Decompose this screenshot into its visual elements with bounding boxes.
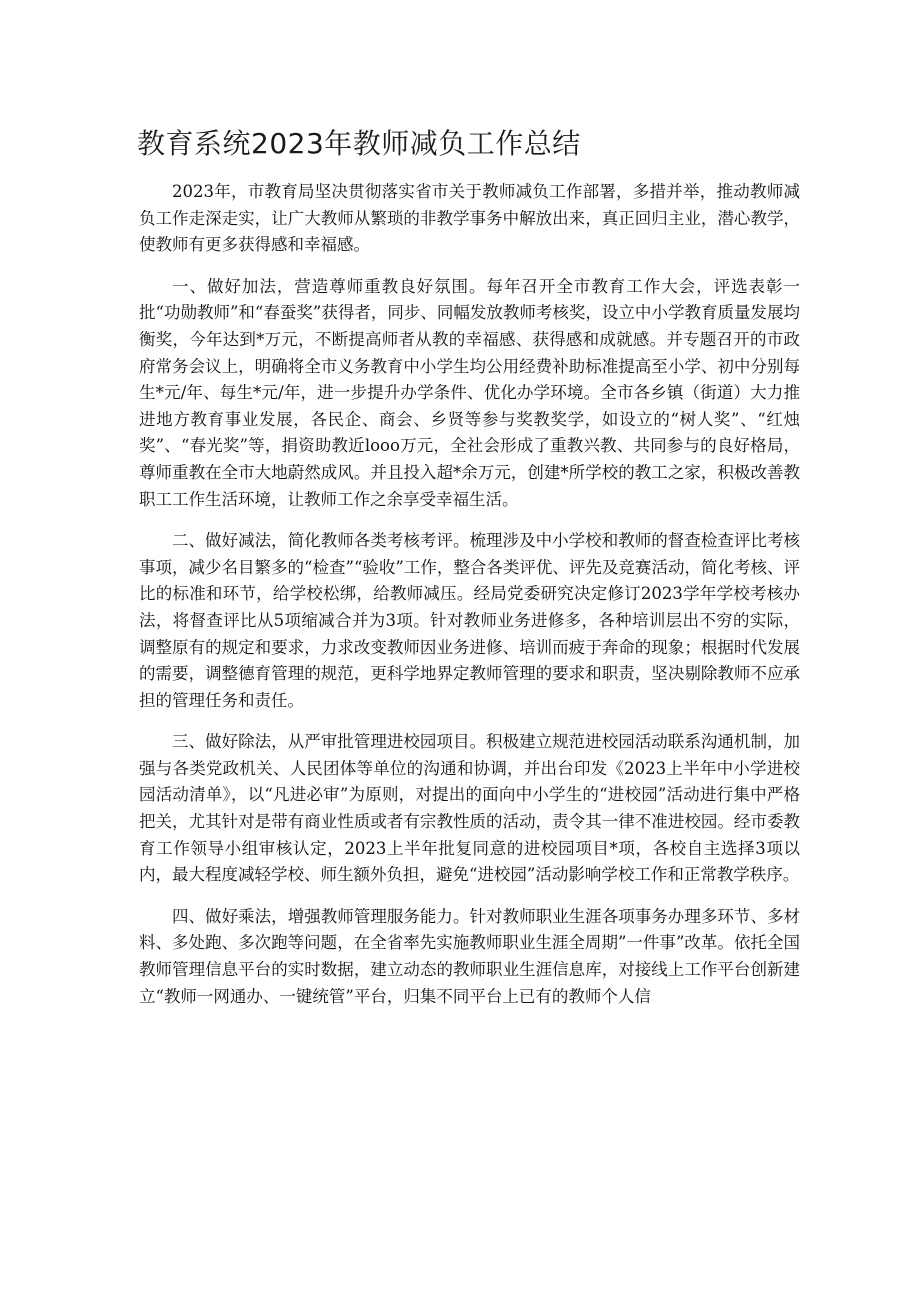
section-1-paragraph: 一、做好加法，营造尊师重教良好氛围。每年召开全市教育工作大会，评选表彰一批“功勋教师”和“春蚕奖”获得者，同步、同幅发放教师考核奖，设立中小学教育质量发展均衡奖，今年达到*万元，不断提高师者从教的幸福感、获得感和成就感。并专题召开的市政府常务会议上，明确将全市义务教育中小学生均公用经费补助标准提高至小学、初中分别每生*元/年、每生*元/年，进一步提升办学条件、优化办学环境。全市各乡镇（街道）大力推进地方教育事业发展，各民企、商会、乡贤等参与奖教奖学，如设立的“树人奖”、“红烛奖”、“春光奖”等，捐资助教近looo万元，全社会形成了重教兴教、共同参与的良好格局，尊师重教在全市大地蔚然成风。并且投入超*余万元，创建*所学校的教工之家，积极改善教职工工作生活环境，让教师工作之余享受幸福生活。 [139, 276, 800, 509]
document-title: 教育系统2023年教师减负工作总结 [137, 127, 581, 160]
document-body [139, 179, 800, 1025]
section-2-paragraph: 二、做好减法，简化教师各类考核考评。梳理涉及中小学校和教师的督查检查评比考核事项，减少名目繁多的“检查”“验收”工作，整合各类评优、评先及竞赛活动，简化考核、评比的标准和环节，给学校松绑，给教师减压。经局党委研究决定修订2023学年学校考核办法，将督查评比从5项缩减合并为3项。针对教师业务进修多，各种培训层出不穷的实际，调整原有的规定和要求，力求改变教师因业务进修、培训而疲于奔命的现象；根据时代发展的需要，调整德育管理的规范，更科学地界定教师管理的要求和职责，坚决剔除教师不应承担的管理任务和责任。 [139, 531, 800, 710]
intro-paragraph: 2023年，市教育局坚决贯彻落实省市关于教师减负工作部署，多措并举，推动教师减负工作走深走实，让广大教师从繁琐的非教学事务中解放出来，真正回归主业，潜心教学，使教师有更多获得感和幸福感。 [139, 182, 800, 255]
section-3-paragraph: 三、做好除法，从严审批管理进校园项目。积极建立规范进校园活动联系沟通机制，加强与各类党政机关、人民团体等单位的沟通和协调，并出台印发《2023上半年中小学进校园活动清单》，以“凡进必审”为原则，对提出的面向中小学生的“进校园”活动进行集中严格把关，尤其针对是带有商业性质或者有宗教性质的活动，责令其一律不准进校园。经市委教育工作领导小组审核认定，2023上半年批复同意的进校园项目*项，各校自主选择3项以内，最大程度减轻学校、师生额外负担，避免“进校园”活动影响学校工作和正常教学秩序。 [139, 732, 800, 885]
section-4-paragraph: 四、做好乘法，增强教师管理服务能力。针对教师职业生涯各项事务办理多环节、多材料、多处跑、多次跑等问题，在全省率先实施教师职业生涯全周期”一件事”改革。依托全国教师管理信息平台的实时数据，建立动态的教师职业生涯信息库，对接线上工作平台创新建立“教师一网通办、一键统管”平台，归集不同平台上已有的教师个人信 [139, 906, 800, 1006]
